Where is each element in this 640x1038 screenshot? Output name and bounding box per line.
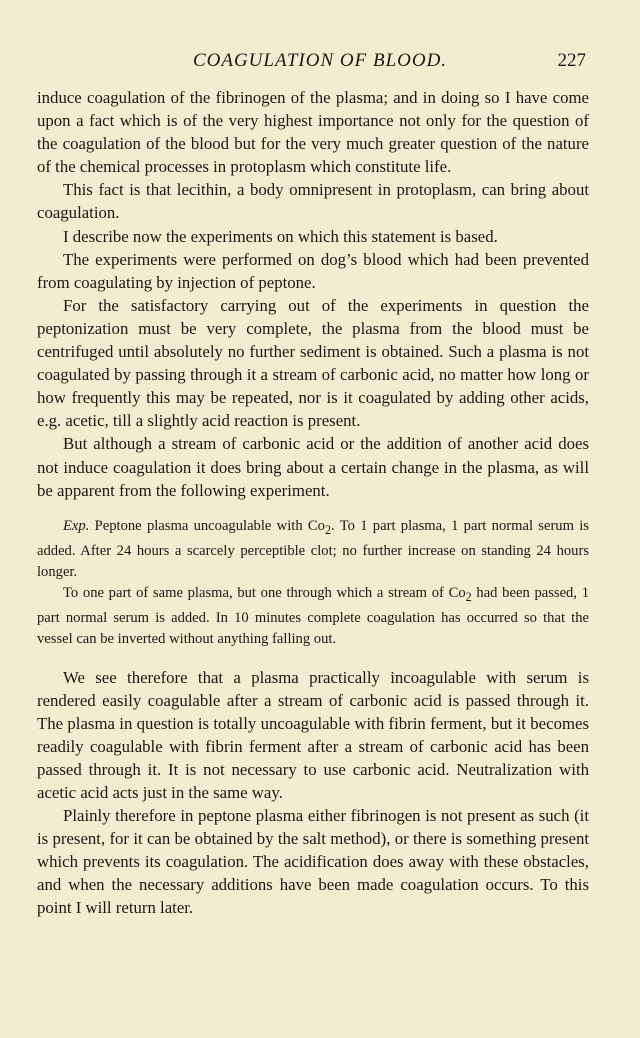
experiment-text: . To 1 part plasma, 1 part normal serum is added. After 24 hours a scarcely perceptible clot; no further increase on standing 24 hours longer.: [37, 517, 589, 580]
paragraph: But although a stream of carbonic acid or the addition of another acid does not induce coagulation it does bring about a certain change in the plasma, as will be apparent from the following experiment.: [37, 434, 589, 500]
paragraph: Plainly therefore in peptone plasma either fibrinogen is not present as such (it is present, for it can be obtained by the salt method), or there is something present which prevents its coagulation. The acidification does away with these obstacles, and when the necessary additions have been made coagulation occurs. To this point I will return later.: [37, 806, 589, 918]
experiment-text: Peptone plasma uncoagulable with Co: [94, 517, 325, 534]
page-number: 227: [557, 50, 586, 71]
subscript: 2: [465, 589, 472, 604]
experiment-block: [37, 516, 589, 650]
experiment-paragraph: [37, 583, 589, 650]
paragraph: We see therefore that a plasma practically incoagulable with serum is rendered easily coagulable after a stream of carbonic acid is passed through it. The plasma in question is totally uncoagulable with fibrin ferment, but it becomes readily coagulable with fibrin ferment after a stream of carbonic acid has been passed through it. It is not necessary to use carbonic acid. Neutralization with acetic acid acts just in the same way.: [37, 667, 589, 802]
running-title: COAGULATION OF BLOOD.: [192, 50, 448, 71]
running-header: [0, 50, 640, 76]
experiment-text: To one part of same plasma, but one through which a stream of Co: [63, 584, 466, 601]
paragraph: I describe now the experiments on which this statement is based.: [63, 226, 498, 246]
paragraph: The experiments were performed on dog’s blood which had been prevented from coagulating by injection of peptone.: [37, 249, 589, 292]
page-body: [37, 86, 589, 920]
experiment-label: Exp.: [63, 517, 90, 534]
paragraph: induce coagulation of the fibrinogen of the plasma; and in doing so I have come upon a fact which is of the very highest importance not only for the question of the coagulation of the blood but for the very much greater question of the nature of the chemical processes in protoplasm which constitute life.: [37, 88, 589, 177]
paragraph: For the satisfactory carrying out of the experiments in question the peptonization must be very complete, the plasma from the blood must be centrifuged until absolutely no further sediment is obtained. Such a plasma is not coagulated by passing through it a stream of carbonic acid, no matter how long or how frequently this may be repeated, nor is it coagulated by adding other acids, e.g. acetic, till a slightly acid reaction is present.: [37, 295, 589, 431]
experiment-paragraph: [37, 516, 589, 583]
subscript: 2: [324, 522, 332, 537]
experiment-text: had been passed, 1 part normal serum is added. In 10 minutes complete coagulation has occurred so that the vessel can be inverted without anything falling out.: [37, 584, 590, 647]
paragraph: This fact is that lecithin, a body omnipresent in protoplasm, can bring about coagulation.: [37, 180, 589, 223]
